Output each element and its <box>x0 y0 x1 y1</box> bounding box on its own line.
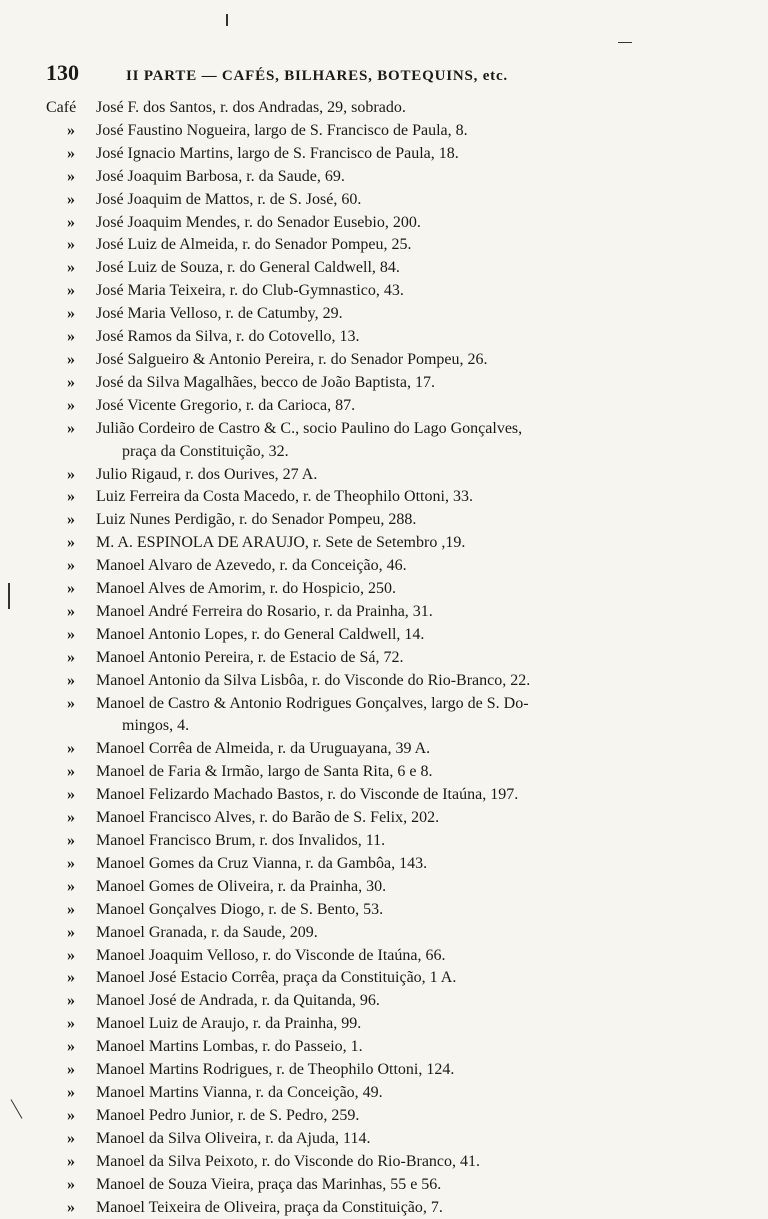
entry-text: Manoel Antonio da Silva Lisbôa, r. do Visconde do Rio-Branco, 22. <box>96 670 746 693</box>
ditto-mark: » <box>46 807 96 830</box>
page-header <box>46 60 746 90</box>
list-item <box>46 509 746 532</box>
entry-text: Manoel de Castro & Antonio Rodrigues Gonçalves, largo de S. Do- <box>96 695 529 712</box>
list-item <box>46 601 746 624</box>
print-speck <box>8 583 10 609</box>
list-item <box>46 738 746 761</box>
list-item <box>46 853 746 876</box>
entry-text: Julião Cordeiro de Castro & C., socio Paulino do Lago Gonçalves, <box>96 420 522 437</box>
entry-text: Manoel André Ferreira do Rosario, r. da Prainha, 31. <box>96 601 746 624</box>
entry-text: José Vicente Gregorio, r. da Carioca, 87. <box>96 395 746 418</box>
list-item <box>46 418 746 464</box>
ditto-mark: » <box>46 1151 96 1174</box>
entry-text: Manoel Antonio Pereira, r. de Estacio de Sá, 72. <box>96 647 746 670</box>
ditto-mark: » <box>46 280 96 303</box>
ditto-mark: » <box>46 578 96 601</box>
list-item <box>46 189 746 212</box>
ditto-mark: » <box>46 761 96 784</box>
entry-text: Manoel José Estacio Corrêa, praça da Constituição, 1 A. <box>96 967 746 990</box>
list-item <box>46 464 746 487</box>
list-item <box>46 693 746 739</box>
list-item <box>46 967 746 990</box>
ditto-mark: » <box>46 1059 96 1082</box>
ditto-mark: » <box>46 372 96 395</box>
ditto-mark: » <box>46 876 96 899</box>
ditto-mark: » <box>46 509 96 532</box>
entry-text: Luiz Ferreira da Costa Macedo, r. de Theophilo Ottoni, 33. <box>96 486 746 509</box>
entry-text: Manoel José de Andrada, r. da Quitanda, 96. <box>96 990 746 1013</box>
running-title: II PARTE — CAFÉS, BILHARES, BOTEQUINS, etc. <box>126 68 508 85</box>
print-speck <box>226 14 228 26</box>
ditto-mark: » <box>46 1128 96 1151</box>
entry-text: Manoel Gomes de Oliveira, r. da Prainha, 30. <box>96 876 746 899</box>
entry-text: Manoel Felizardo Machado Bastos, r. do Visconde de Itaúna, 197. <box>96 784 746 807</box>
list-item <box>46 326 746 349</box>
ditto-mark: » <box>46 899 96 922</box>
entry-text: José Joaquim de Mattos, r. de S. José, 60. <box>96 189 746 212</box>
entry-text: Manoel da Silva Oliveira, r. da Ajuda, 114. <box>96 1128 746 1151</box>
ditto-mark: » <box>46 120 96 143</box>
entry-text: Manoel de Souza Vieira, praça das Marinhas, 55 e 56. <box>96 1174 746 1197</box>
list-item <box>46 486 746 509</box>
entry-text: Manoel Luiz de Araujo, r. da Prainha, 99. <box>96 1013 746 1036</box>
ditto-mark: » <box>46 784 96 807</box>
list-item <box>46 670 746 693</box>
list-item <box>46 1128 746 1151</box>
ditto-mark: » <box>46 693 96 739</box>
list-item <box>46 349 746 372</box>
list-item <box>46 120 746 143</box>
list-item <box>46 372 746 395</box>
ditto-mark: » <box>46 486 96 509</box>
list-item <box>46 234 746 257</box>
entry-text: Julio Rigaud, r. dos Ourives, 27 A. <box>96 464 746 487</box>
category-label: Café <box>46 97 96 120</box>
list-item <box>46 761 746 784</box>
entry-text: Manoel Francisco Alves, r. do Barão de S. Felix, 202. <box>96 807 746 830</box>
ditto-mark: » <box>46 990 96 1013</box>
ditto-mark: » <box>46 1197 96 1219</box>
ditto-mark: » <box>46 234 96 257</box>
ditto-mark: » <box>46 647 96 670</box>
list-item <box>46 945 746 968</box>
ditto-mark: » <box>46 143 96 166</box>
list-item <box>46 555 746 578</box>
entry-text: Manoel Martins Vianna, r. da Conceição, 49. <box>96 1082 746 1105</box>
list-item <box>46 876 746 899</box>
entry-text: Manoel Alves de Amorim, r. do Hospicio, 250. <box>96 578 746 601</box>
entry-text: José Salgueiro & Antonio Pereira, r. do Senador Pompeu, 26. <box>96 349 746 372</box>
list-item <box>46 166 746 189</box>
list-item <box>46 257 746 280</box>
entry-text: M. A. ESPINOLA DE ARAUJO, r. Sete de Setembro ,19. <box>96 532 746 555</box>
entry-text: Luiz Nunes Perdigão, r. do Senador Pompeu, 288. <box>96 509 746 532</box>
print-speck <box>618 42 632 43</box>
ditto-mark: » <box>46 532 96 555</box>
ditto-mark: » <box>46 1013 96 1036</box>
list-item <box>46 97 746 120</box>
list-item <box>46 395 746 418</box>
ditto-mark: » <box>46 738 96 761</box>
list-item <box>46 830 746 853</box>
entry-continuation: praça da Constituição, 32. <box>96 441 742 464</box>
entry-text: Manoel Granada, r. da Saude, 209. <box>96 922 746 945</box>
entry-text: Manoel Martins Lombas, r. do Passeio, 1. <box>96 1036 746 1059</box>
list-item <box>46 1105 746 1128</box>
entry-text: Manoel de Faria & Irmão, largo de Santa Rita, 6 e 8. <box>96 761 746 784</box>
list-item <box>46 1059 746 1082</box>
entry-text: Manoel Antonio Lopes, r. do General Caldwell, 14. <box>96 624 746 647</box>
ditto-mark: » <box>46 326 96 349</box>
ditto-mark: » <box>46 212 96 235</box>
ditto-mark: » <box>46 349 96 372</box>
list-item <box>46 1013 746 1036</box>
list-item <box>46 303 746 326</box>
print-speck <box>11 1099 23 1119</box>
entry-text: José Faustino Nogueira, largo de S. Francisco de Paula, 8. <box>96 120 746 143</box>
entry-text: José Maria Teixeira, r. do Club-Gymnastico, 43. <box>96 280 746 303</box>
ditto-mark: » <box>46 418 96 464</box>
entry-text: José Luiz de Souza, r. do General Caldwell, 84. <box>96 257 746 280</box>
entry-text: Manoel Francisco Brum, r. dos Invalidos, 11. <box>96 830 746 853</box>
ditto-mark: » <box>46 555 96 578</box>
entry-text: José F. dos Santos, r. dos Andradas, 29, sobrado. <box>96 97 746 120</box>
ditto-mark: » <box>46 945 96 968</box>
entry-text: Manoel Joaquim Velloso, r. do Visconde de Itaúna, 66. <box>96 945 746 968</box>
entry-text: José Luiz de Almeida, r. do Senador Pompeu, 25. <box>96 234 746 257</box>
ditto-mark: » <box>46 1105 96 1128</box>
list-item <box>46 212 746 235</box>
entry-text: Manoel Pedro Junior, r. de S. Pedro, 259. <box>96 1105 746 1128</box>
list-item <box>46 899 746 922</box>
entry-text: José Maria Velloso, r. de Catumby, 29. <box>96 303 746 326</box>
entry-text: José Joaquim Mendes, r. do Senador Eusebio, 200. <box>96 212 746 235</box>
ditto-mark: » <box>46 853 96 876</box>
entry-text: José da Silva Magalhães, becco de João Baptista, 17. <box>96 372 746 395</box>
list-item <box>46 143 746 166</box>
ditto-mark: » <box>46 922 96 945</box>
list-item <box>46 1036 746 1059</box>
list-item <box>46 784 746 807</box>
ditto-mark: » <box>46 395 96 418</box>
entry-text: Manoel Corrêa de Almeida, r. da Uruguayana, 39 A. <box>96 738 746 761</box>
entry-text: Manoel da Silva Peixoto, r. do Visconde do Rio-Branco, 41. <box>96 1151 746 1174</box>
ditto-mark: » <box>46 670 96 693</box>
list-item <box>46 647 746 670</box>
ditto-mark: » <box>46 1082 96 1105</box>
entry-text-group <box>96 693 746 739</box>
page-number: 130 <box>46 60 126 86</box>
list-item <box>46 1197 746 1219</box>
entry-text: Manoel Gomes da Cruz Vianna, r. da Gambôa, 143. <box>96 853 746 876</box>
list-item <box>46 807 746 830</box>
ditto-mark: » <box>46 967 96 990</box>
ditto-mark: » <box>46 464 96 487</box>
entry-text-group <box>96 418 746 464</box>
entry-text: José Joaquim Barbosa, r. da Saude, 69. <box>96 166 746 189</box>
entry-text: José Ramos da Silva, r. do Cotovello, 13. <box>96 326 746 349</box>
ditto-mark: » <box>46 303 96 326</box>
entry-continuation: mingos, 4. <box>96 715 742 738</box>
directory-listing <box>46 97 746 1219</box>
list-item <box>46 1174 746 1197</box>
ditto-mark: » <box>46 166 96 189</box>
ditto-mark: » <box>46 624 96 647</box>
entry-text: Manoel Alvaro de Azevedo, r. da Conceição, 46. <box>96 555 746 578</box>
entry-text: Manoel Martins Rodrigues, r. de Theophilo Ottoni, 124. <box>96 1059 746 1082</box>
ditto-mark: » <box>46 189 96 212</box>
list-item <box>46 990 746 1013</box>
list-item <box>46 578 746 601</box>
list-item <box>46 922 746 945</box>
list-item <box>46 280 746 303</box>
ditto-mark: » <box>46 601 96 624</box>
entry-text: José Ignacio Martins, largo de S. Francisco de Paula, 18. <box>96 143 746 166</box>
ditto-mark: » <box>46 1036 96 1059</box>
list-item <box>46 532 746 555</box>
ditto-mark: » <box>46 1174 96 1197</box>
list-item <box>46 624 746 647</box>
list-item <box>46 1151 746 1174</box>
entry-text: Manoel Teixeira de Oliveira, praça da Constituição, 7. <box>96 1197 746 1219</box>
ditto-mark: » <box>46 257 96 280</box>
entry-text: Manoel Gonçalves Diogo, r. de S. Bento, 53. <box>96 899 746 922</box>
ditto-mark: » <box>46 830 96 853</box>
list-item <box>46 1082 746 1105</box>
